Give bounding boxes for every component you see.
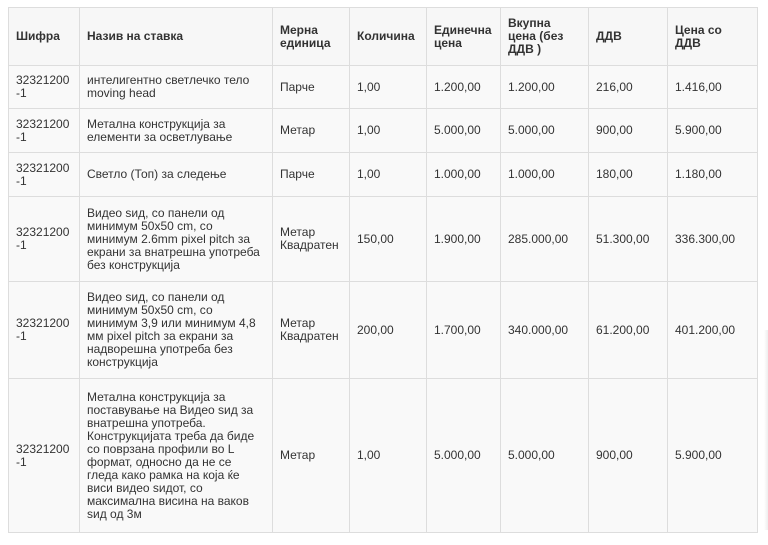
cell-vat: 180,00 (589, 153, 668, 197)
cell-unit-price: 1.700,00 (427, 282, 501, 379)
table-row (9, 282, 758, 379)
cell-name: Метална конструкција за поставување на Видео ѕид за внатрешна употреба. Конструкцијата треба да биде со поврзана профили во L формат, односно да не се гледа како рамка на која ќе виси видео ѕидот, со максимална висина на ваков ѕид од 3м (80, 379, 273, 533)
cell-code: 32321200 -1 (9, 282, 80, 379)
cell-unit-price: 1.900,00 (427, 197, 501, 282)
cell-name: Светло (Топ) за следење (80, 153, 273, 197)
cell-unit: Метар Квадратен (273, 197, 350, 282)
cell-price-with-vat: 5.900,00 (668, 109, 758, 153)
table-row (9, 153, 758, 197)
cell-name: Видео ѕид, со панели од минимум 50x50 cm, со минимум 3,9 или минимум 4,8 мм pixel pitch за екрани за надворешна употреба без конструкција (80, 282, 273, 379)
header-name: Назив на ставка (80, 8, 273, 66)
cell-name: Видео ѕид, со панели од минимум 50x50 cm, со минимум 2.6mm pixel pitch за екрани за внатрешна употреба без конструкција (80, 197, 273, 282)
items-table (8, 7, 758, 533)
header-unit-price: Единечна цена (427, 8, 501, 66)
cell-vat: 51.300,00 (589, 197, 668, 282)
cell-quantity: 150,00 (350, 197, 427, 282)
cell-code: 32321200 -1 (9, 66, 80, 109)
cell-unit-price: 1.200,00 (427, 66, 501, 109)
cell-unit: Метар Квадратен (273, 282, 350, 379)
header-code: Шифра (9, 8, 80, 66)
cell-total-no-vat: 5.000,00 (501, 379, 589, 533)
cell-unit: Метар (273, 109, 350, 153)
cell-unit: Метар (273, 379, 350, 533)
header-vat: ДДВ (589, 8, 668, 66)
table-row (9, 197, 758, 282)
cell-quantity: 1,00 (350, 153, 427, 197)
cell-name: Метална конструкција за елементи за осветлување (80, 109, 273, 153)
cell-code: 32321200 -1 (9, 109, 80, 153)
cell-unit: Парче (273, 66, 350, 109)
table-row (9, 109, 758, 153)
cell-price-with-vat: 401.200,00 (668, 282, 758, 379)
cell-code: 32321200 -1 (9, 153, 80, 197)
cell-quantity: 200,00 (350, 282, 427, 379)
cell-unit-price: 5.000,00 (427, 379, 501, 533)
cell-quantity: 1,00 (350, 379, 427, 533)
cell-price-with-vat: 336.300,00 (668, 197, 758, 282)
cell-vat: 900,00 (589, 109, 668, 153)
header-quantity: Количина (350, 8, 427, 66)
cell-quantity: 1,00 (350, 66, 427, 109)
cell-unit-price: 5.000,00 (427, 109, 501, 153)
cell-price-with-vat: 1.180,00 (668, 153, 758, 197)
cell-total-no-vat: 285.000,00 (501, 197, 589, 282)
cell-unit-price: 1.000,00 (427, 153, 501, 197)
cell-vat: 61.200,00 (589, 282, 668, 379)
cell-total-no-vat: 340.000,00 (501, 282, 589, 379)
header-price-with-vat: Цена со ДДВ (668, 8, 758, 66)
cell-vat: 900,00 (589, 379, 668, 533)
scroll-edge-shadow (764, 330, 768, 530)
cell-unit: Парче (273, 153, 350, 197)
cell-total-no-vat: 5.000,00 (501, 109, 589, 153)
cell-total-no-vat: 1.200,00 (501, 66, 589, 109)
cell-code: 32321200 -1 (9, 379, 80, 533)
cell-total-no-vat: 1.000,00 (501, 153, 589, 197)
cell-name: интелигентно светлечко тело moving head (80, 66, 273, 109)
table-row (9, 379, 758, 533)
header-unit: Мерна единица (273, 8, 350, 66)
table-row (9, 66, 758, 109)
cell-vat: 216,00 (589, 66, 668, 109)
header-total-no-vat: Вкупна цена (без ДДВ ) (501, 8, 589, 66)
cell-quantity: 1,00 (350, 109, 427, 153)
cell-code: 32321200 -1 (9, 197, 80, 282)
table-header-row (9, 8, 758, 66)
cell-price-with-vat: 1.416,00 (668, 66, 758, 109)
cell-price-with-vat: 5.900,00 (668, 379, 758, 533)
